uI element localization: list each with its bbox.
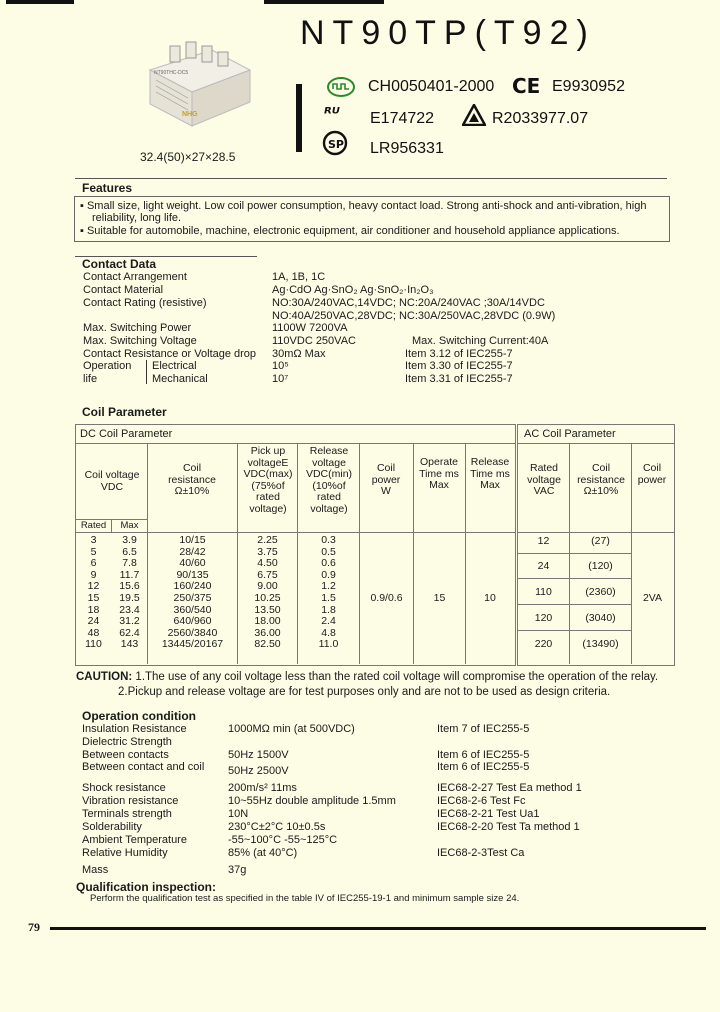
operation-label: Terminals strength	[82, 808, 172, 820]
ac-row-rule	[517, 604, 569, 605]
operation-standard: IEC68-2-3Test Ca	[437, 847, 525, 859]
dc-cell: 6.5	[122, 545, 137, 558]
dc-cell: 143	[120, 638, 139, 651]
dc-coil-power-value: 0.9/0.6	[370, 592, 403, 604]
dc-col-release	[298, 535, 359, 651]
hdr-ac-rated-voltage: Rated voltage VAC	[527, 462, 561, 497]
feature-bullet-1: ▪ Small size, light weight. Low coil power consumption, heavy contact load. Strong anti-shock and anti-vibration, high	[80, 200, 647, 212]
contact-label: Contact Resistance or Voltage drop	[83, 348, 257, 360]
hdr-coil-voltage: Coil voltage VDC	[84, 469, 140, 493]
operation-label: Relative Humidity	[82, 847, 168, 859]
dc-col-resistance	[148, 535, 237, 651]
contact-divider	[75, 256, 257, 257]
dc-cell: 5	[90, 545, 97, 558]
dc-cell: 19.5	[119, 591, 140, 604]
top-rule-left	[6, 0, 74, 4]
operation-standard: Item 7 of IEC255-5	[437, 723, 530, 735]
mechanical-value: 10⁷	[272, 373, 289, 385]
dc-cell: 1.5	[321, 591, 336, 604]
operation-value: 230°C±2°C 10±0.5s	[228, 821, 326, 833]
ac-coil-resistance: (13490)	[582, 638, 619, 650]
dc-cell: 3	[90, 534, 97, 546]
contact-item: Item 3.12 of IEC255-7	[405, 348, 513, 360]
operation-label: Between contact and coil	[82, 761, 205, 773]
dc-title-rule	[75, 443, 515, 444]
dc-cell: 0.5	[321, 545, 336, 558]
cert-code-csa: LR956331	[370, 140, 444, 157]
ac-coil-resistance: (3040)	[585, 612, 616, 624]
dc-col-max	[112, 535, 147, 651]
dc-cell: 360/540	[173, 603, 212, 616]
contact-value: 110VDC 250VAC	[272, 335, 356, 347]
dc-table-title: DC Coil Parameter	[80, 428, 173, 440]
dc-cell: 0.6	[321, 557, 336, 570]
dc-cell: 3.9	[122, 534, 137, 546]
contact-label: Max. Switching Power	[83, 322, 192, 334]
dc-cell: 0.9	[321, 568, 336, 581]
contact-value: 30mΩ Max	[272, 348, 326, 360]
ac-rated-voltage: 110	[535, 586, 552, 598]
ac-rated-voltage: 120	[534, 612, 553, 624]
dc-cell: 28/42	[179, 545, 206, 558]
ccc-icon	[326, 76, 356, 98]
contact-value: NO:30A/240VAC,14VDC; NC:20A/240VAC ;30A/14VDC	[272, 297, 545, 309]
contact-label: Max. Switching Voltage	[83, 335, 197, 347]
dc-cell: 11.7	[119, 568, 140, 581]
dc-cell: 3.75	[257, 545, 278, 558]
dc-cell: 36.00	[254, 626, 281, 639]
ac-coil-power-value: 2VA	[642, 592, 663, 604]
dc-cell: 1.2	[321, 580, 336, 593]
hdr-operate-time: Operate Time ms Max	[419, 456, 459, 491]
ac-title-rule	[517, 443, 674, 444]
dc-cell: 40/60	[179, 557, 206, 570]
dc-cell: 2.25	[257, 534, 278, 546]
ac-rated-voltage: 12	[537, 535, 550, 547]
coil-title: Coil Parameter	[82, 405, 167, 419]
dc-col-rated	[76, 535, 111, 651]
dc-cell: 10/15	[179, 534, 206, 546]
section-divider	[75, 178, 667, 179]
operation-label: Dielectric Strength	[82, 736, 172, 748]
operation-label: Ambient Temperature	[82, 834, 187, 846]
dc-release-value: 10	[484, 592, 496, 604]
dc-cell: 24	[87, 615, 100, 628]
dc-col-pickup	[238, 535, 297, 651]
contact-value: Ag·CdO Ag·SnO₂ Ag·SnO₂·In₂O₃	[272, 284, 434, 296]
dc-cell: 23.4	[119, 603, 140, 616]
operation-standard: IEC68-2-27 Test Ea method 1	[437, 782, 582, 794]
operation-value: 200m/s² 11ms	[228, 782, 297, 794]
hdr-ac-coil-resistance: Coil resistance Ω±10%	[577, 462, 625, 497]
feature-bullet-2: ▪ Suitable for automobile, machine, electronic equipment, air conditioner and household appliance applications.	[80, 225, 620, 237]
ac-row-rule	[569, 630, 631, 631]
dc-cell: 15	[87, 591, 100, 604]
contact-item: Max. Switching Current:40A	[412, 335, 549, 347]
contact-value: NO:40A/250VAC,28VDC; NC:30A/250VAC,28VDC (0.9W)	[272, 310, 556, 322]
dimensions: 32.4(50)×27×28.5	[140, 150, 236, 164]
ac-row-rule	[569, 604, 631, 605]
ac-header-rule	[517, 532, 674, 533]
operation-value: -55~100°C -55~125°C	[228, 834, 338, 846]
contact-value: 1A, 1B, 1C	[272, 271, 326, 283]
cert-code-tuv: R2033977.07	[492, 110, 589, 127]
dc-cell: 48	[87, 626, 100, 639]
dc-cell: 0.3	[321, 534, 336, 546]
dc-cell: 640/960	[173, 615, 212, 628]
hdr-release-time: Release Time ms Max	[470, 456, 510, 491]
tuv-icon	[462, 104, 486, 126]
ac-row-rule	[517, 630, 569, 631]
ul-icon: ᴿᵁ	[324, 104, 340, 123]
hdr-coil-power: Coil power W	[371, 462, 401, 497]
dc-cell: 4.8	[321, 626, 336, 639]
operation-value: 37g	[228, 864, 247, 876]
operation-standard: IEC68-2-21 Test Ua1	[437, 808, 540, 820]
svg-text:SP: SP	[328, 138, 344, 151]
csa-icon	[322, 130, 348, 156]
ac-coil-resistance: (2360)	[585, 586, 616, 598]
ac-coil-resistance: (120)	[588, 560, 613, 572]
operation-label: Solderability	[82, 821, 142, 833]
relay-brand: NHG	[182, 111, 198, 118]
contact-title: Contact Data	[82, 257, 157, 271]
cert-code-ul: E174722	[370, 110, 435, 127]
ac-row-rule	[517, 553, 569, 554]
hdr-release-voltage: Release voltage VDC(min) (10%of rated voltage)	[305, 445, 353, 515]
caution-line-1: CAUTION: 1.The use of any coil voltage less than the rated coil voltage will compromise the operation of the relay.	[76, 671, 659, 683]
hdr-max: Max	[120, 520, 139, 531]
electrical-item: Item 3.30 of IEC255-7	[405, 360, 513, 372]
electrical-value: 10⁵	[272, 360, 289, 372]
hdr-rated: Rated	[80, 520, 107, 531]
page-title: NT90TP(T92)	[300, 14, 596, 52]
dc-cell: 2560/3840	[167, 626, 218, 639]
dc-cell: 12	[87, 580, 100, 593]
contact-label: Contact Rating (resistive)	[83, 297, 207, 309]
contact-value: 1100W 7200VA	[272, 322, 348, 334]
mechanical-label: Mechanical	[152, 373, 208, 385]
life-label-1: Operation	[83, 360, 132, 372]
qualification-title: Qualification inspection:	[76, 880, 217, 894]
operation-value: 1000MΩ min (at 500VDC)	[228, 723, 355, 735]
operation-standard: IEC68-2-20 Test Ta method 1	[437, 821, 580, 833]
operation-standard: Item 6 of IEC255-5	[437, 749, 530, 761]
operation-label: Shock resistance	[82, 782, 166, 794]
operation-standard: Item 6 of IEC255-5	[437, 761, 530, 773]
cert-code-ce: E9930952	[552, 78, 625, 95]
dc-cell: 9.00	[257, 580, 278, 593]
dc-cell: 13445/20167	[161, 638, 224, 651]
dc-cell: 7.8	[122, 557, 137, 570]
ac-row-rule	[569, 578, 631, 579]
page-number: 79	[28, 920, 40, 934]
electrical-label: Electrical	[152, 360, 197, 372]
dc-cell: 1.8	[321, 603, 336, 616]
hdr-coil-resistance: Coil resistance Ω±10%	[168, 462, 216, 497]
dc-cell: 13.50	[254, 603, 281, 616]
dc-cell: 90/135	[176, 568, 209, 581]
dc-cell: 6	[90, 557, 97, 570]
caution-line-2: 2.Pickup and release voltage are for test purposes only and are not to be used as design criteria.	[118, 686, 611, 698]
cert-code-ccc: CH0050401-2000	[368, 78, 495, 95]
operation-value: 50Hz 2500V	[228, 765, 289, 777]
dc-cell: 160/240	[173, 580, 212, 593]
mechanical-item: Item 3.31 of IEC255-7	[405, 373, 513, 385]
dc-cell: 11.0	[318, 638, 339, 651]
top-rule-mid	[264, 0, 384, 4]
hdr-ac-coil-power: Coil power	[637, 462, 667, 486]
ac-coil-resistance: (27)	[591, 535, 610, 547]
operation-title: Operation condition	[82, 709, 196, 723]
relay-product-image	[142, 40, 254, 130]
operation-value: 10N	[228, 808, 249, 820]
ac-table-title: AC Coil Parameter	[524, 428, 616, 440]
dc-cell: 62.4	[119, 626, 140, 639]
dc-cell: 31.2	[119, 615, 140, 628]
dc-cell: 2.4	[321, 615, 336, 628]
ac-rated-voltage: 220	[534, 638, 553, 650]
operation-label: Mass	[82, 864, 109, 876]
operation-label: Vibration resistance	[82, 795, 179, 807]
operation-value: 10~55Hz double amplitude 1.5mm	[228, 795, 396, 807]
ac-col-divider-2	[631, 443, 632, 664]
dc-cell: 10.25	[254, 591, 281, 604]
col-divider-4	[359, 443, 360, 664]
contact-label: Contact Arrangement	[83, 271, 187, 283]
hdr-pickup-voltage: Pick up voltageE VDC(max) (75%of rated voltage)	[243, 445, 293, 515]
life-label-2: life	[83, 373, 98, 385]
feature-line-2: reliability, long life.	[92, 212, 182, 224]
ac-row-rule	[569, 553, 631, 554]
features-title: Features	[82, 181, 133, 195]
dc-cell: 9	[90, 568, 97, 581]
dc-cell: 4.50	[257, 557, 278, 570]
operation-value: 50Hz 1500V	[228, 749, 289, 761]
life-separator	[146, 360, 147, 384]
operation-label: Insulation Resistance	[82, 723, 187, 735]
contact-label: Contact Material	[83, 284, 164, 296]
dc-header-rule	[75, 532, 515, 533]
dc-cell: 15.6	[119, 580, 140, 593]
dc-cell: 250/375	[173, 591, 212, 604]
dc-cell: 18	[87, 603, 100, 616]
ac-row-rule	[517, 578, 569, 579]
caution-label: CAUTION:	[76, 671, 133, 683]
ce-icon: CE	[512, 74, 541, 98]
ac-rated-voltage: 24	[537, 560, 550, 572]
operation-label: Between contacts	[82, 749, 169, 761]
dc-cell: 110	[85, 638, 102, 651]
title-bar	[296, 84, 302, 152]
dc-cell: 82.50	[254, 638, 281, 651]
dc-operate-value: 15	[433, 592, 446, 604]
operation-standard: IEC68-2-6 Test Fc	[437, 795, 526, 807]
dc-cell: 18.00	[254, 615, 281, 628]
dc-cell: 6.75	[257, 568, 278, 581]
qualification-text: Perform the qualification test as specified in the table IV of IEC255-19-1 and minimum sample size 24.	[90, 893, 520, 904]
relay-label: NT90THC-DC5	[154, 70, 189, 76]
operation-value: 85% (at 40°C)	[228, 847, 298, 859]
bottom-rule	[50, 927, 706, 930]
